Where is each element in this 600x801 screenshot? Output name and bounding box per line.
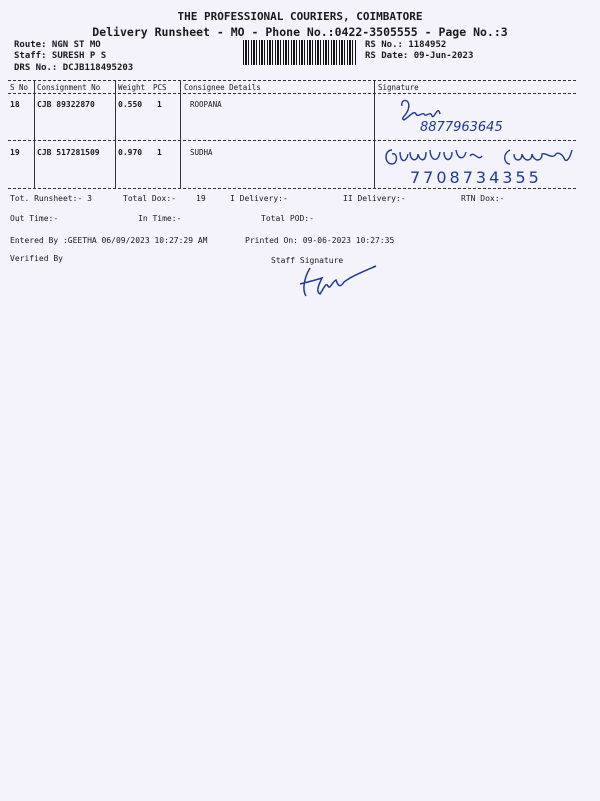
row-consignment: CJB 89322870 [37,100,95,109]
col-header-consignment: Consignment No [37,83,101,92]
col-divider [115,80,116,188]
staff: Staff: SURESH P S [14,51,107,61]
barcode-image [243,40,357,65]
entered-by: Entered By :GEETHA 06/09/2023 10:27:29 AM [10,236,208,245]
row-consignee: SUDHA [190,148,213,157]
company-name: THE PROFESSIONAL COURIERS, COIMBATORE [177,10,423,23]
col-header-signature: Signature [378,83,419,92]
total-dox-value: 19 [196,194,206,203]
col-divider [180,80,181,188]
col-header-sno: S No [10,83,29,92]
tot-runsheet: Tot. Runsheet:- 3 [10,194,92,203]
rs-date: RS Date: 09-Jun-2023 [365,51,474,61]
verified-by: Verified By [10,254,63,263]
drs-number: DRS No.: DCJB118495203 [14,63,134,73]
table-top-rule [8,80,576,81]
out-time: Out Time:- [10,214,59,223]
col-divider [374,80,375,188]
route: Route: NGN ST MO [14,40,101,50]
table-bottom-rule [8,188,576,189]
runsheet-title: Delivery Runsheet - MO - Phone No.:0422-3505555 - Page No.:3 [92,25,508,39]
signature-phone: 8877963645 [420,120,503,135]
col-divider [34,80,35,188]
row-pcs: 1 [157,100,162,109]
col-header-pcs: PCS [153,83,167,92]
row-pcs: 1 [157,148,162,157]
total-dox-label: Total Dox:- [123,194,176,203]
staff-signature-label: Staff Signature [271,256,344,265]
signature-phone: 7708734355 [410,168,542,187]
row-weight: 0.550 [118,100,143,109]
rs-number: RS No.: 1184952 [365,40,447,50]
in-time: In Time:- [138,214,182,223]
row-sno: 18 [10,100,20,109]
row-weight: 0.970 [118,148,143,157]
col-header-consignee: Consignee Details [184,83,261,92]
row-consignee: ROOPANA [190,100,222,109]
rtn-dox: RTN Dox:- [461,194,505,203]
staff-signature-mark [296,264,386,300]
table-header-rule [8,93,576,94]
ii-delivery: II Delivery:- [343,194,406,203]
total-pod: Total POD:- [261,214,314,223]
col-header-weight: Weight [118,83,146,92]
row-consignment: CJB 517281509 [37,148,100,157]
row-divider [8,140,576,141]
i-delivery: I Delivery:- [230,194,288,203]
printed-on: Printed On: 09-06-2023 10:27:35 [245,236,395,245]
row-sno: 19 [10,148,20,157]
